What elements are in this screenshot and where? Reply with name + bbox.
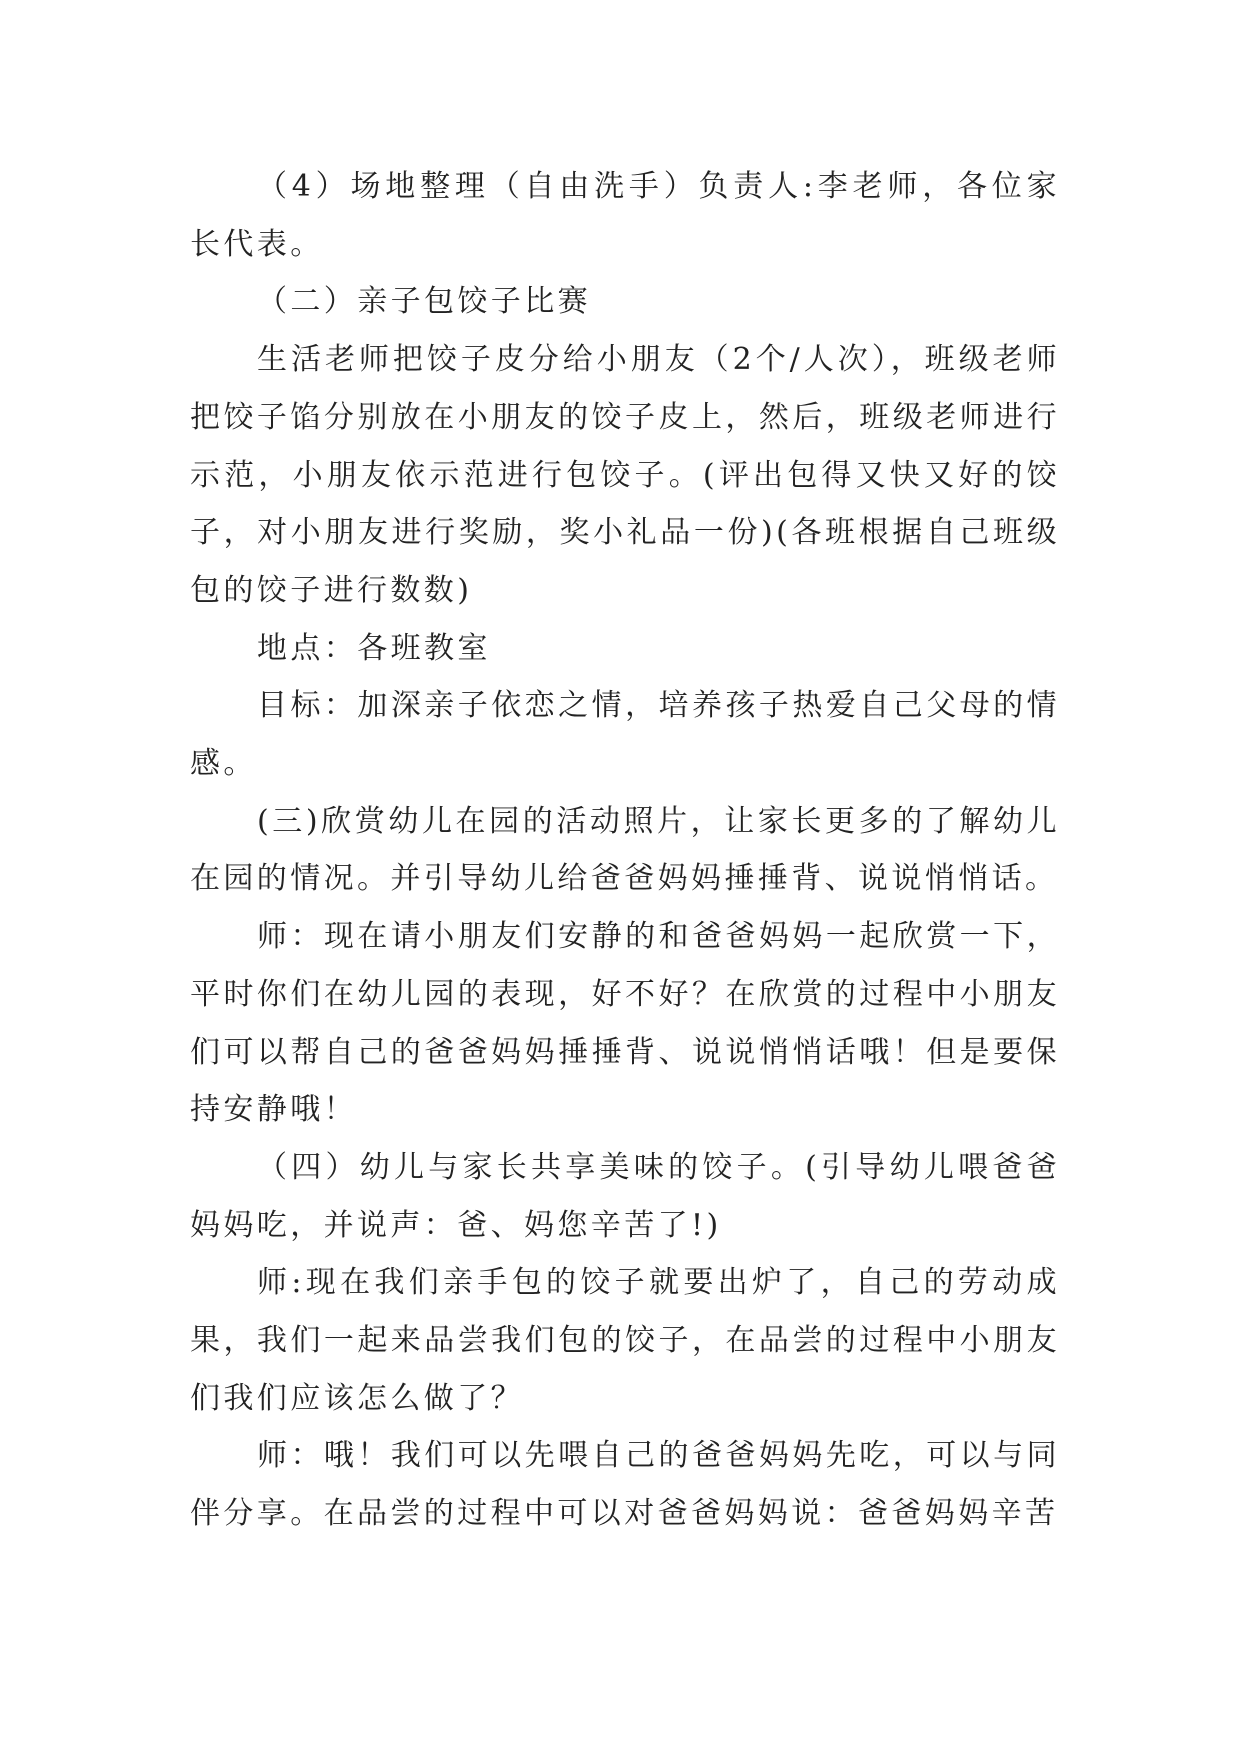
paragraph-venue-cleanup: （4）场地整理（自由洗手）负责人:李老师，各位家长代表。 [190,169,1060,262]
document-body [190,158,1060,1543]
paragraph-location: 地点：各班教室 [257,630,491,666]
paragraph-contest-procedure: 生活老师把饺子皮分给小朋友（2个/人次），班级老师把饺子馅分别放在小朋友的饺子皮上，然后，班级老师进行示范，小朋友依示范进行包饺子。(评出包得又快又好的饺子，对小朋友进行奖励，奖小礼品一份)(各班根据自己班级包的饺子进行数数) [190,342,1060,608]
paragraph-heading-sharing-dumplings: （四）幼儿与家长共享美味的饺子。(引导幼儿喂爸爸妈妈吃，并说声：爸、妈您辛苦了!) [190,1149,1060,1243]
paragraph-teacher-speech-1: 师：现在请小朋友们安静的和爸爸妈妈一起欣赏一下，平时你们在幼儿园的表现，好不好？在欣赏的过程中小朋友们可以帮自己的爸爸妈妈捶捶背、说说悄悄话哦！但是要保持安静哦！ [190,919,1060,1128]
paragraph-heading-photo-viewing: (三)欣赏幼儿在园的活动照片，让家长更多的了解幼儿在园的情况。并引导幼儿给爸爸妈妈捶捶背、说说悄悄话。 [190,803,1060,897]
paragraph-teacher-speech-3: 师：哦！我们可以先喂自己的爸爸妈妈先吃，可以与同伴分享。在品尝的过程中可以对爸爸妈妈说：爸爸妈妈辛苦 [190,1438,1060,1532]
paragraph-teacher-speech-2: 师:现在我们亲手包的饺子就要出炉了，自己的劳动成果，我们一起来品尝我们包的饺子，在品尝的过程中小朋友们我们应该怎么做了？ [190,1265,1060,1416]
paragraph-heading-dumpling-contest: （二）亲子包饺子比赛 [257,284,591,320]
paragraph-goal: 目标：加深亲子依恋之情，培养孩子热爱自己父母的情感。 [190,688,1060,782]
